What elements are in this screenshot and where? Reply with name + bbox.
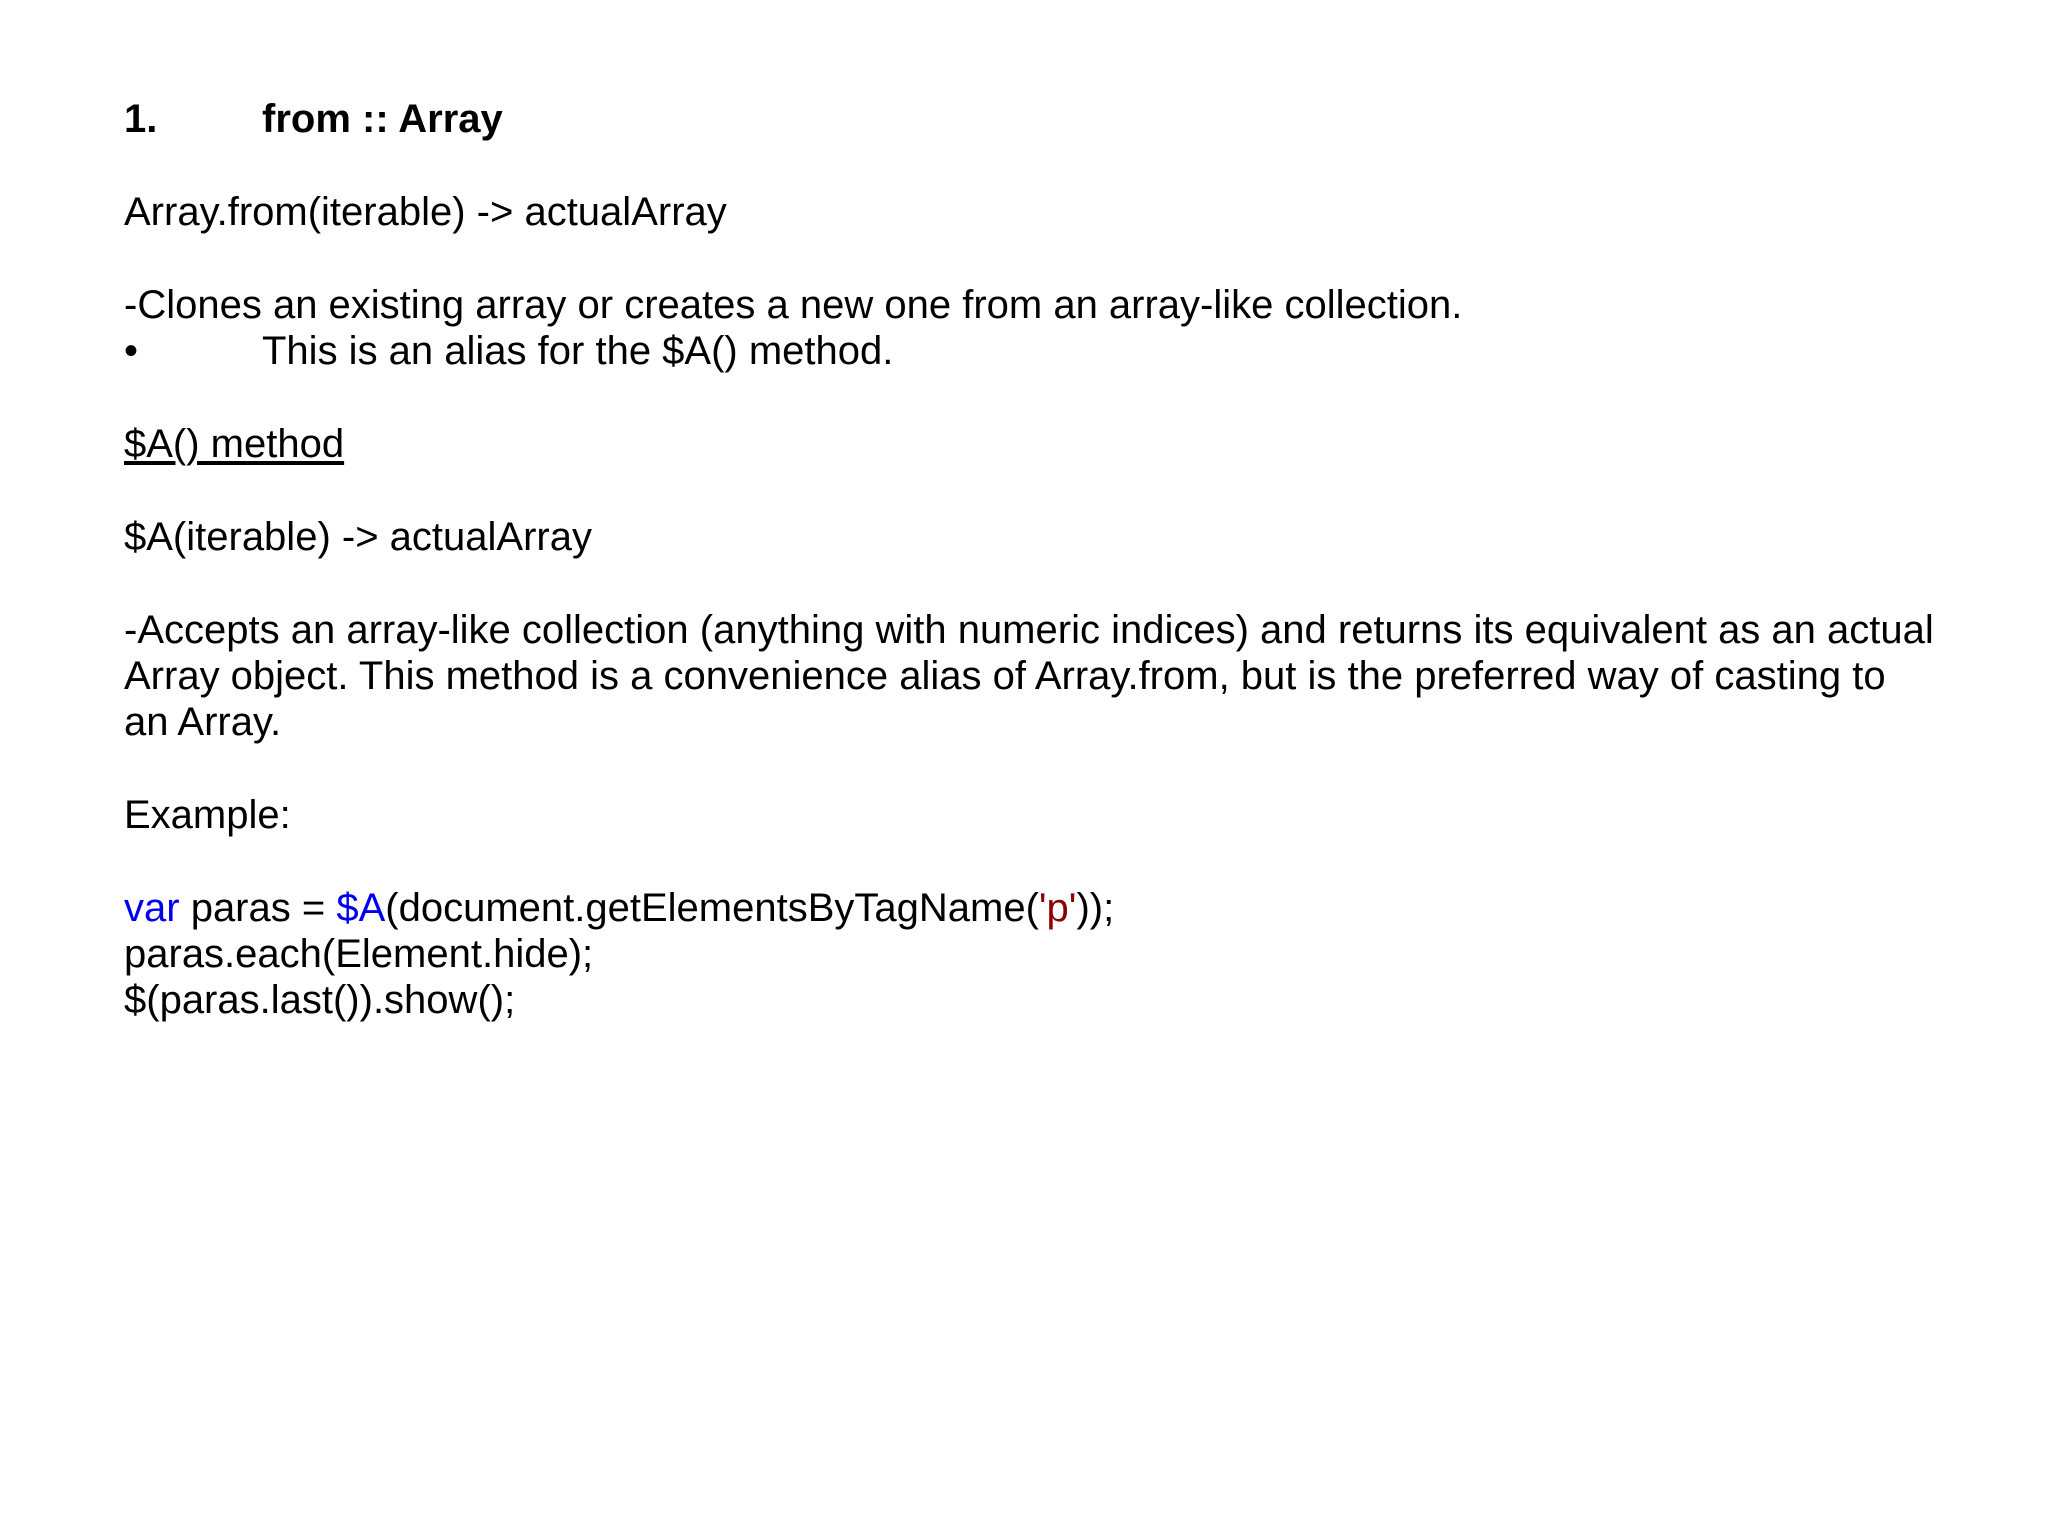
- code-line-2: paras.each(Element.hide);: [124, 932, 594, 976]
- code-string: 'p': [1038, 886, 1077, 930]
- bullet-symbol: •: [124, 329, 139, 373]
- code-keyword: var: [124, 886, 180, 930]
- subheading-a-method: [124, 421, 344, 467]
- code-text: paras =: [179, 886, 337, 930]
- description-array-from: -Clones an existing array or creates a new one from an array-like collection.: [124, 283, 1463, 327]
- code-text: ));: [1076, 886, 1115, 930]
- code-text: (document.getElementsByTagName(: [385, 886, 1039, 930]
- signature-a: $A(iterable) -> actualArray: [124, 515, 592, 559]
- example-label: Example:: [124, 793, 291, 837]
- section-heading: [124, 96, 503, 142]
- description-a-line-3: an Array.: [124, 700, 282, 744]
- heading-title: from :: Array: [262, 97, 503, 141]
- description-a-line-1: -Accepts an array-like collection (anything with numeric indices) and returns its equivalent as an actual: [124, 608, 1934, 652]
- code-line-3: $(paras.last()).show();: [124, 978, 516, 1022]
- subheading-text: $A() method: [124, 422, 345, 466]
- description-a-line-2: Array object. This method is a convenience alias of Array.from, but is the preferred way of casting to: [124, 654, 1886, 698]
- signature-array-from: Array.from(iterable) -> actualArray: [124, 190, 727, 234]
- code-function: $A: [336, 886, 386, 930]
- code-line-1: [124, 885, 1114, 931]
- bullet-item: [124, 328, 893, 374]
- bullet-text: This is an alias for the $A() method.: [262, 329, 894, 373]
- heading-number: 1.: [124, 97, 158, 141]
